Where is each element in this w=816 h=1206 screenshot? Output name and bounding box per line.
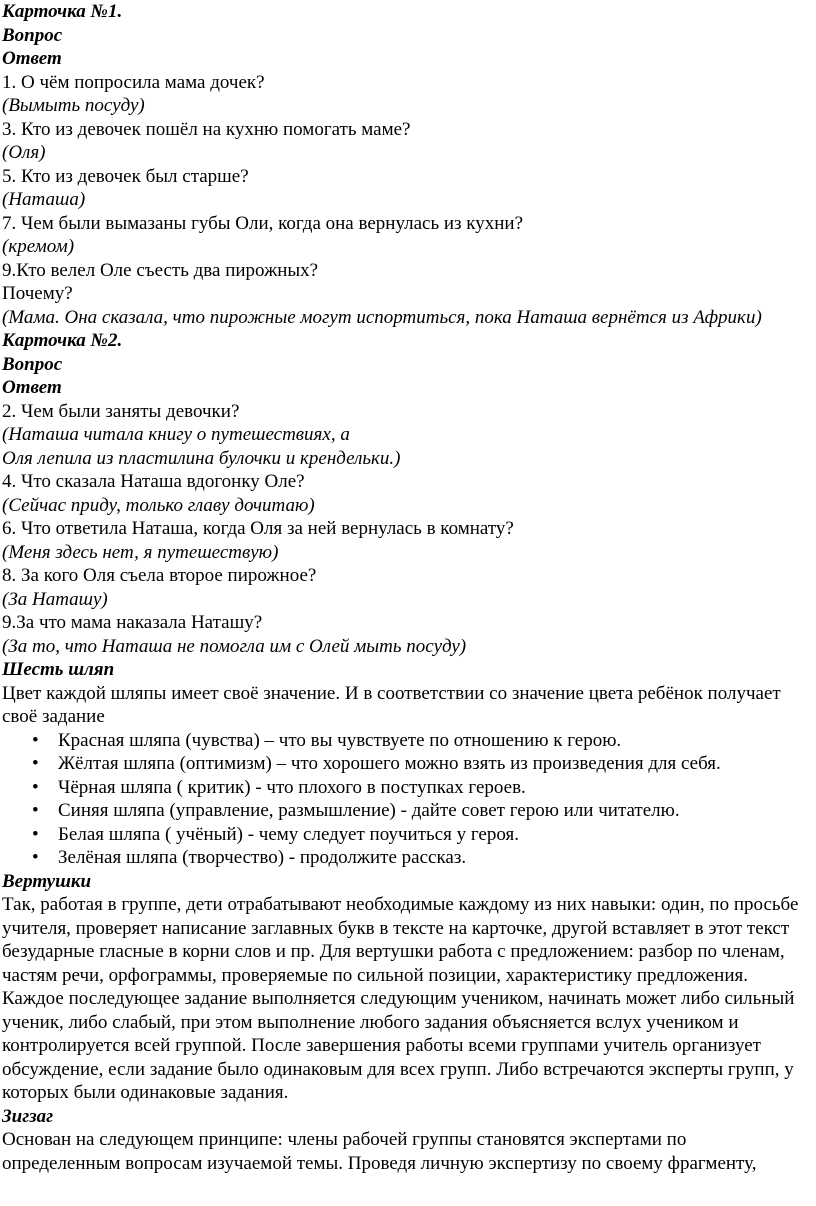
list-item-text: Зелёная шляпа (творчество) - продолжите рассказ.	[58, 847, 467, 868]
card1-answer: (кремом)	[2, 236, 75, 257]
card1-question-header: Вопрос	[2, 24, 63, 46]
bullet-icon: •	[32, 847, 39, 868]
list-item-text: Белая шляпа ( учёный) - чему следует поучиться у героя.	[58, 823, 519, 845]
spinners-text-line: учителя, проверяет написание заглавных букв в тексте на карточке, другой вставляет в этот текст	[2, 917, 790, 939]
spinners-text-line: Так, работая в группе, дети отрабатывают необходимые каждому из них навыки: один, по просьбе	[2, 894, 799, 915]
card2-answer: (За то, что Наташа не помогла им с Олей мыть посуду)	[2, 635, 467, 657]
list-item	[2, 752, 808, 776]
card2-question-2: 2. Чем были заняты девочки?	[2, 400, 240, 422]
card1-title: Карточка №1.	[2, 1, 123, 22]
six-hats-intro-line1: Цвет каждой шляпы имеет своё значение. И в соответствии со значение цвета ребёнок получает	[2, 682, 781, 704]
spinners-heading: Вертушки	[2, 870, 92, 892]
card2-answer-2-line1: (Наташа читала книгу о путешествиях, а	[2, 424, 350, 445]
card2-answer: (Сейчас приду, только главу дочитаю)	[2, 494, 315, 516]
card1-answer: (Наташа)	[2, 189, 86, 210]
bullet-icon: •	[32, 753, 39, 774]
card1-question-9-line1: 9.Кто велел Оле съесть два пирожных?	[2, 259, 319, 281]
bullet-icon: •	[32, 729, 39, 751]
list-item	[2, 729, 808, 753]
card1-answer-header: Ответ	[2, 48, 62, 69]
card1-question: 5. Кто из девочек был старше?	[2, 165, 249, 187]
card2-answer: (За Наташу)	[2, 588, 108, 610]
card2-question-header: Вопрос	[2, 353, 63, 375]
card2-question: 4. Что сказала Наташа вдогонку Оле?	[2, 471, 305, 492]
spinners-text-line: Каждое последующее задание выполняется следующим учеником, начинать может либо сильный	[2, 988, 795, 1009]
spinners-text-line: ученик, либо слабый, при этом выполнение любого задания объясняется вслух учеником и	[2, 1011, 739, 1033]
six-hats-intro-line2: своё задание	[2, 706, 105, 727]
bullet-icon: •	[32, 800, 39, 821]
zigzag-text-line: определенным вопросам изучаемой темы. Проведя личную экспертизу по своему фрагменту,	[2, 1152, 757, 1174]
card2-question: 8. За кого Оля съела второе пирожное?	[2, 565, 317, 586]
list-item-text: Синяя шляпа (управление, размышление) - дайте совет герою или читателю.	[58, 800, 680, 821]
list-item-text: Красная шляпа (чувства) – что вы чувствуете по отношению к герою.	[58, 729, 622, 751]
spinners-text-line: которых были одинаковые задания.	[2, 1082, 289, 1103]
card2-answer: (Меня здесь нет, я путешествую)	[2, 541, 279, 563]
list-item	[2, 823, 808, 847]
list-item	[2, 799, 808, 823]
card1-answer-9: (Мама. Она сказала, что пирожные могут испортиться, пока Наташа вернётся из Африки)	[2, 306, 762, 328]
spinners-text-line: контролируется всей группой. После завершения работы всеми группами учитель организует	[2, 1035, 761, 1056]
spinners-text-line: частям речи, орфограммы, проверяемые по сильной позиции, характеристику предложения.	[2, 964, 749, 986]
card2-question: 9.За что мама наказала Наташу?	[2, 612, 263, 633]
zigzag-text-line: Основан на следующем принципе: члены рабочей группы становятся экспертами по	[2, 1129, 687, 1150]
list-item-text: Жёлтая шляпа (оптимизм) – что хорошего можно взять из произведения для себя.	[58, 753, 721, 774]
card1-answer: (Вымыть посуду)	[2, 95, 145, 116]
list-item	[2, 776, 808, 800]
list-item-text: Чёрная шляпа ( критик) - что плохого в поступках героев.	[58, 776, 526, 798]
card2-answer-2-line2: Оля лепила из пластилина булочки и крендельки.)	[2, 447, 401, 469]
spinners-text-line: безударные гласные в корни слов и пр. Для вертушки работа с предложением: разбор по членам,	[2, 941, 785, 962]
six-hats-list	[2, 729, 808, 870]
list-item	[2, 846, 808, 870]
spinners-text-line: обсуждение, если задание было одинаковым для всех групп. Либо встречаются эксперты групп, у	[2, 1058, 794, 1080]
card1-question: 7. Чем были вымазаны губы Оли, когда она вернулась из кухни?	[2, 212, 524, 234]
card1-question-9-line2: Почему?	[2, 283, 73, 304]
six-hats-heading: Шесть шляп	[2, 659, 115, 680]
bullet-icon: •	[32, 776, 39, 798]
card1-answer: (Оля)	[2, 142, 46, 163]
zigzag-heading: Зигзаг	[2, 1105, 54, 1127]
card1-question: 1. О чём попросила мама дочек?	[2, 71, 265, 93]
card2-question: 6. Что ответила Наташа, когда Оля за ней вернулась в комнату?	[2, 518, 514, 539]
card1-question: 3. Кто из девочек пошёл на кухню помогать маме?	[2, 118, 411, 140]
bullet-icon: •	[32, 823, 39, 845]
card2-title: Карточка №2.	[2, 330, 123, 351]
card2-answer-header: Ответ	[2, 377, 62, 398]
